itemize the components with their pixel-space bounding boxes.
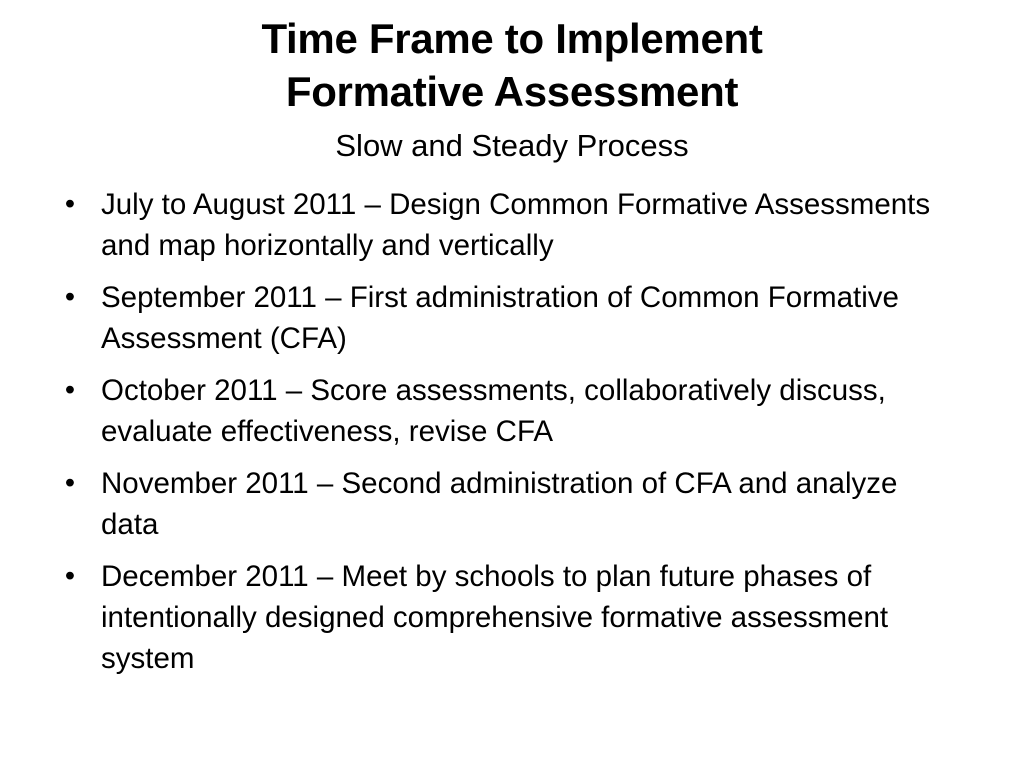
bullet-item bbox=[60, 277, 960, 359]
bullet-text: July to August 2011 – Design Common Formative Assessments and map horizontally and vertically bbox=[101, 188, 931, 262]
bullet-item bbox=[60, 370, 960, 452]
bullet-text: October 2011 – Score assessments, collaboratively discuss, evaluate effectiveness, revise CFA bbox=[101, 374, 886, 448]
bullet-dot-icon: • bbox=[64, 188, 76, 220]
bullet-dot-icon: • bbox=[64, 467, 76, 499]
bullet-dot-icon: • bbox=[64, 281, 76, 313]
slide-title-line-1: Time Frame to Implement bbox=[261, 15, 763, 62]
bullet-list bbox=[60, 184, 960, 690]
bullet-text: November 2011 – Second administration of CFA and analyze data bbox=[101, 467, 898, 541]
bullet-text: September 2011 – First administration of Common Formative Assessment (CFA) bbox=[101, 281, 899, 355]
bullet-item bbox=[60, 184, 960, 266]
slide-title-line-2: Formative Assessment bbox=[285, 68, 739, 115]
bullet-dot-icon: • bbox=[64, 560, 76, 592]
bullet-item bbox=[60, 556, 960, 679]
slide-subtitle: Slow and Steady Process bbox=[335, 128, 689, 163]
bullet-text: December 2011 – Meet by schools to plan future phases of intentionally designed comprehensive formative assessment system bbox=[101, 560, 889, 675]
title-block bbox=[0, 12, 1024, 166]
bullet-item bbox=[60, 463, 960, 545]
bullet-dot-icon: • bbox=[64, 374, 76, 406]
